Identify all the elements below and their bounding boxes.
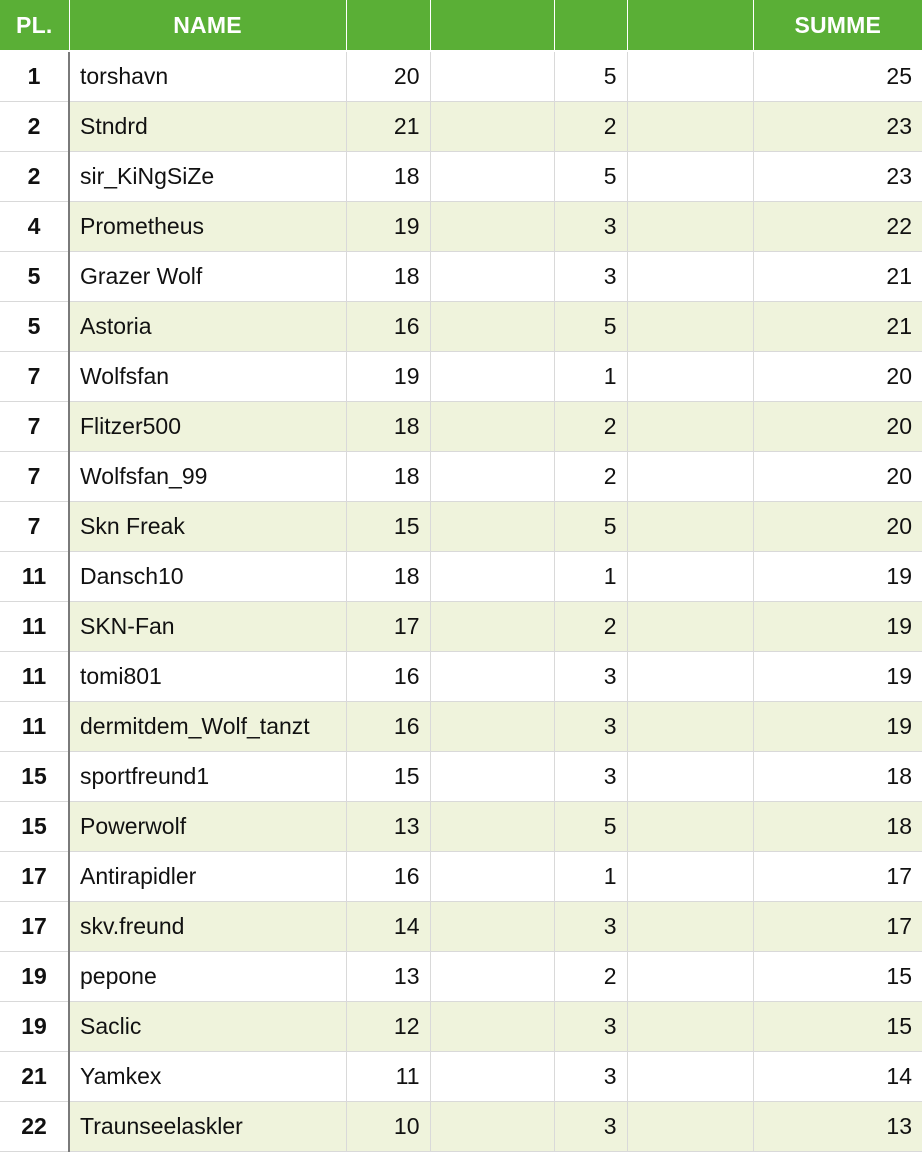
points-1-cell: 13 (346, 802, 430, 852)
position-cell: 5 (0, 302, 69, 352)
header-row (0, 0, 922, 51)
table-row (0, 952, 922, 1002)
name-cell: Antirapidler (69, 852, 346, 902)
empty-cell (627, 652, 753, 702)
points-1-cell: 11 (346, 1052, 430, 1102)
sum-cell: 23 (753, 102, 922, 152)
position-cell: 15 (0, 752, 69, 802)
table-row (0, 802, 922, 852)
points-2-cell: 3 (554, 1102, 627, 1152)
header-sum[interactable]: SUMME (753, 0, 922, 51)
name-cell: Traunseelaskler (69, 1102, 346, 1152)
empty-cell (430, 602, 554, 652)
points-2-cell: 3 (554, 1002, 627, 1052)
empty-cell (430, 902, 554, 952)
points-1-cell: 13 (346, 952, 430, 1002)
empty-cell (430, 202, 554, 252)
empty-cell (430, 402, 554, 452)
sum-cell: 13 (753, 1102, 922, 1152)
empty-cell (627, 252, 753, 302)
points-1-cell: 16 (346, 302, 430, 352)
empty-cell (627, 51, 753, 102)
sum-cell: 19 (753, 652, 922, 702)
sum-cell: 14 (753, 1052, 922, 1102)
name-cell: Wolfsfan (69, 352, 346, 402)
table-header (0, 0, 922, 51)
points-2-cell: 2 (554, 952, 627, 1002)
points-1-cell: 16 (346, 852, 430, 902)
name-cell: Grazer Wolf (69, 252, 346, 302)
position-cell: 5 (0, 252, 69, 302)
table-row (0, 1052, 922, 1102)
name-cell: Skn Freak (69, 502, 346, 552)
points-1-cell: 20 (346, 51, 430, 102)
position-cell: 15 (0, 802, 69, 852)
points-1-cell: 19 (346, 352, 430, 402)
points-1-cell: 16 (346, 652, 430, 702)
name-cell: Yamkex (69, 1052, 346, 1102)
sum-cell: 17 (753, 852, 922, 902)
position-cell: 2 (0, 152, 69, 202)
sum-cell: 19 (753, 552, 922, 602)
position-cell: 4 (0, 202, 69, 252)
points-1-cell: 15 (346, 502, 430, 552)
empty-cell (430, 452, 554, 502)
empty-cell (430, 152, 554, 202)
points-1-cell: 17 (346, 602, 430, 652)
empty-cell (627, 152, 753, 202)
header-name[interactable]: NAME (69, 0, 346, 51)
position-cell: 11 (0, 602, 69, 652)
name-cell: Dansch10 (69, 552, 346, 602)
sum-cell: 21 (753, 302, 922, 352)
points-2-cell: 2 (554, 402, 627, 452)
table-row (0, 502, 922, 552)
empty-cell (627, 702, 753, 752)
points-2-cell: 5 (554, 302, 627, 352)
sum-cell: 18 (753, 752, 922, 802)
empty-cell (430, 302, 554, 352)
table-row (0, 402, 922, 452)
points-2-cell: 5 (554, 152, 627, 202)
empty-cell (627, 102, 753, 152)
table-row (0, 752, 922, 802)
table-row (0, 602, 922, 652)
points-2-cell: 3 (554, 202, 627, 252)
empty-cell (430, 552, 554, 602)
position-cell: 2 (0, 102, 69, 152)
points-1-cell: 15 (346, 752, 430, 802)
empty-cell (627, 1052, 753, 1102)
points-1-cell: 18 (346, 452, 430, 502)
points-2-cell: 2 (554, 452, 627, 502)
table-row (0, 51, 922, 102)
empty-cell (627, 602, 753, 652)
table-row (0, 102, 922, 152)
table-row (0, 352, 922, 402)
empty-cell (430, 952, 554, 1002)
name-cell: Stndrd (69, 102, 346, 152)
sum-cell: 23 (753, 152, 922, 202)
sum-cell: 20 (753, 402, 922, 452)
points-1-cell: 18 (346, 552, 430, 602)
table-row (0, 1102, 922, 1152)
points-2-cell: 3 (554, 902, 627, 952)
points-1-cell: 10 (346, 1102, 430, 1152)
position-cell: 22 (0, 1102, 69, 1152)
header-empty-2 (627, 0, 753, 51)
empty-cell (430, 802, 554, 852)
name-cell: dermitdem_Wolf_tanzt (69, 702, 346, 752)
position-cell: 17 (0, 902, 69, 952)
points-2-cell: 2 (554, 602, 627, 652)
empty-cell (627, 202, 753, 252)
points-1-cell: 18 (346, 152, 430, 202)
sum-cell: 20 (753, 502, 922, 552)
empty-cell (430, 652, 554, 702)
empty-cell (430, 502, 554, 552)
position-cell: 17 (0, 852, 69, 902)
name-cell: tomi801 (69, 652, 346, 702)
empty-cell (627, 902, 753, 952)
name-cell: torshavn (69, 51, 346, 102)
empty-cell (627, 302, 753, 352)
empty-cell (627, 502, 753, 552)
points-2-cell: 5 (554, 802, 627, 852)
header-empty-1 (430, 0, 554, 51)
name-cell: Flitzer500 (69, 402, 346, 452)
sum-cell: 22 (753, 202, 922, 252)
empty-cell (627, 352, 753, 402)
name-cell: Saclic (69, 1002, 346, 1052)
sum-cell: 19 (753, 602, 922, 652)
points-2-cell: 1 (554, 552, 627, 602)
empty-cell (430, 1102, 554, 1152)
sum-cell: 21 (753, 252, 922, 302)
position-cell: 7 (0, 402, 69, 452)
table-row (0, 202, 922, 252)
points-1-cell: 16 (346, 702, 430, 752)
position-cell: 19 (0, 1002, 69, 1052)
points-1-cell: 18 (346, 252, 430, 302)
empty-cell (430, 252, 554, 302)
points-2-cell: 5 (554, 502, 627, 552)
position-cell: 21 (0, 1052, 69, 1102)
sum-cell: 15 (753, 952, 922, 1002)
table-body (0, 51, 922, 1152)
position-cell: 11 (0, 702, 69, 752)
position-cell: 1 (0, 51, 69, 102)
name-cell: Astoria (69, 302, 346, 352)
empty-cell (430, 702, 554, 752)
empty-cell (627, 952, 753, 1002)
header-points-1[interactable] (346, 0, 430, 51)
empty-cell (627, 852, 753, 902)
points-2-cell: 1 (554, 852, 627, 902)
table-row (0, 252, 922, 302)
table-row (0, 552, 922, 602)
position-cell: 19 (0, 952, 69, 1002)
points-1-cell: 19 (346, 202, 430, 252)
sum-cell: 18 (753, 802, 922, 852)
empty-cell (430, 51, 554, 102)
empty-cell (430, 752, 554, 802)
header-points-2[interactable] (554, 0, 627, 51)
points-1-cell: 12 (346, 1002, 430, 1052)
points-2-cell: 3 (554, 652, 627, 702)
points-1-cell: 18 (346, 402, 430, 452)
name-cell: SKN-Fan (69, 602, 346, 652)
empty-cell (430, 352, 554, 402)
table-row (0, 452, 922, 502)
position-cell: 7 (0, 502, 69, 552)
sum-cell: 20 (753, 452, 922, 502)
sum-cell: 19 (753, 702, 922, 752)
points-2-cell: 2 (554, 102, 627, 152)
name-cell: Wolfsfan_99 (69, 452, 346, 502)
points-2-cell: 3 (554, 1052, 627, 1102)
name-cell: Prometheus (69, 202, 346, 252)
sum-cell: 25 (753, 51, 922, 102)
table-row (0, 152, 922, 202)
points-2-cell: 3 (554, 752, 627, 802)
table-row (0, 302, 922, 352)
name-cell: sir_KiNgSiZe (69, 152, 346, 202)
empty-cell (627, 402, 753, 452)
name-cell: sportfreund1 (69, 752, 346, 802)
name-cell: pepone (69, 952, 346, 1002)
empty-cell (627, 802, 753, 852)
table-row (0, 852, 922, 902)
empty-cell (627, 1102, 753, 1152)
empty-cell (430, 852, 554, 902)
sum-cell: 17 (753, 902, 922, 952)
position-cell: 7 (0, 452, 69, 502)
points-2-cell: 3 (554, 252, 627, 302)
sum-cell: 15 (753, 1002, 922, 1052)
empty-cell (430, 1002, 554, 1052)
position-cell: 11 (0, 652, 69, 702)
points-1-cell: 21 (346, 102, 430, 152)
empty-cell (627, 552, 753, 602)
points-2-cell: 1 (554, 352, 627, 402)
position-cell: 11 (0, 552, 69, 602)
header-position[interactable]: PL. (0, 0, 69, 51)
points-1-cell: 14 (346, 902, 430, 952)
empty-cell (430, 102, 554, 152)
position-cell: 7 (0, 352, 69, 402)
points-2-cell: 5 (554, 51, 627, 102)
empty-cell (627, 1002, 753, 1052)
table-row (0, 1002, 922, 1052)
table-row (0, 702, 922, 752)
name-cell: Powerwolf (69, 802, 346, 852)
points-2-cell: 3 (554, 702, 627, 752)
empty-cell (627, 752, 753, 802)
sum-cell: 20 (753, 352, 922, 402)
table-row (0, 902, 922, 952)
name-cell: skv.freund (69, 902, 346, 952)
empty-cell (430, 1052, 554, 1102)
empty-cell (627, 452, 753, 502)
table-row (0, 652, 922, 702)
